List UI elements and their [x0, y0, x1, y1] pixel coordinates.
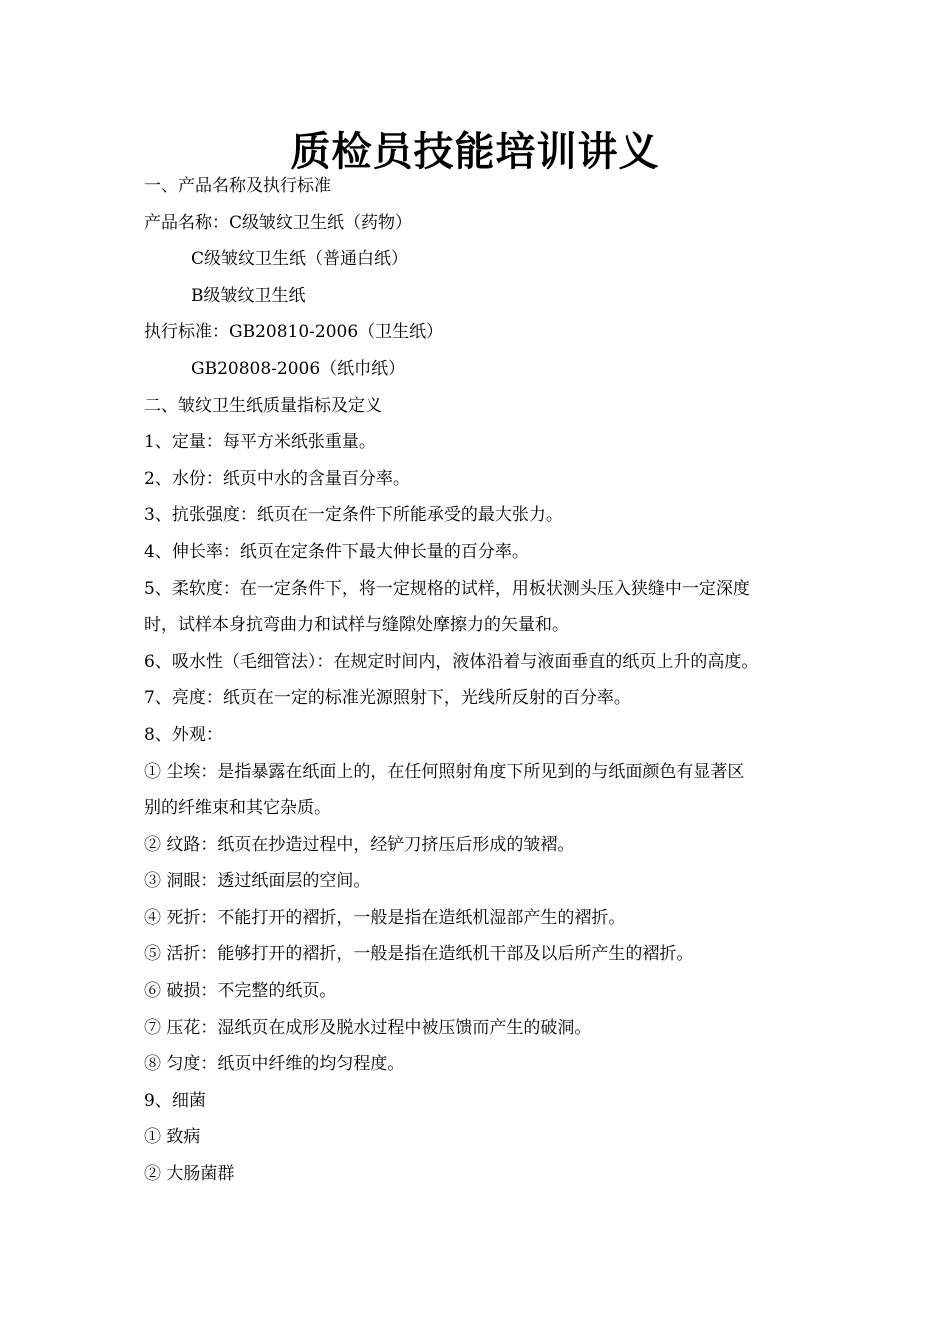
appearance-item: ③ 洞眼：透过纸面层的空间。 — [144, 871, 371, 892]
product-name-line: C级皱纹卫生纸（普通白纸） — [191, 249, 409, 270]
bacteria-item: ① 致病 — [144, 1127, 201, 1148]
appearance-item: ① 尘埃：是指暴露在纸面上的，在任何照射角度下所见到的与纸面颜色有显著区 — [144, 761, 745, 782]
section-heading-1: 一、产品名称及执行标准 — [144, 176, 331, 196]
product-name-line: B级皱纹卫生纸 — [191, 285, 306, 306]
appearance-item: ② 纹路：纸页在抄造过程中，经铲刀挤压后形成的皱褶。 — [144, 834, 575, 855]
bacteria-item: ② 大肠菌群 — [144, 1164, 235, 1185]
definition-line: 9、细菌 — [144, 1090, 206, 1111]
appearance-item: ④ 死折：不能打开的褶折，一般是指在造纸机湿部产生的褶折。 — [144, 907, 626, 928]
definition-line-continued: 时，试样本身抗弯曲力和试样与缝隙处摩擦力的矢量和。 — [144, 615, 569, 636]
standard-line: GB20808-2006（纸巾纸） — [191, 358, 406, 379]
definition-line: 2、水份：纸页中水的含量百分率。 — [144, 468, 410, 489]
appearance-item: ⑧ 匀度：纸页中纤维的均匀程度。 — [144, 1054, 405, 1075]
definition-line: 1、定量：每平方米纸张重量。 — [144, 432, 376, 453]
definition-line: 6、吸水性（毛细管法）：在规定时间内，液体沿着与液面垂直的纸页上升的高度。 — [144, 651, 759, 672]
document-title: 质检员技能培训讲义 — [290, 128, 660, 175]
standard-line: 执行标准：GB20810-2006（卫生纸） — [144, 322, 444, 343]
definition-line: 8、外观： — [144, 724, 223, 745]
appearance-item: ⑦ 压花：湿纸页在成形及脱水过程中被压馈而产生的破洞。 — [144, 1017, 592, 1038]
definition-line: 7、亮度：纸页在一定的标准光源照射下，光线所反射的百分率。 — [144, 688, 631, 709]
appearance-item: ⑤ 活折：能够打开的褶折，一般是指在造纸机干部及以后所产生的褶折。 — [144, 944, 694, 965]
section-heading-2: 二、皱纹卫生纸质量指标及定义 — [144, 395, 382, 416]
appearance-item-continued: 别的纤维束和其它杂质。 — [144, 798, 331, 819]
appearance-item: ⑥ 破损：不完整的纸页。 — [144, 981, 337, 1002]
definition-line: 4、伸长率：纸页在定条件下最大伸长量的百分率。 — [144, 541, 529, 562]
product-name-line: 产品名称：C级皱纹卫生纸（药物） — [144, 212, 413, 233]
document-body — [144, 168, 844, 1193]
definition-line: 5、柔软度：在一定条件下，将一定规格的试样，用板状测头压入狭缝中一定深度 — [144, 578, 750, 599]
definition-line: 3、抗张强度：纸页在一定条件下所能承受的最大张力。 — [144, 505, 563, 526]
